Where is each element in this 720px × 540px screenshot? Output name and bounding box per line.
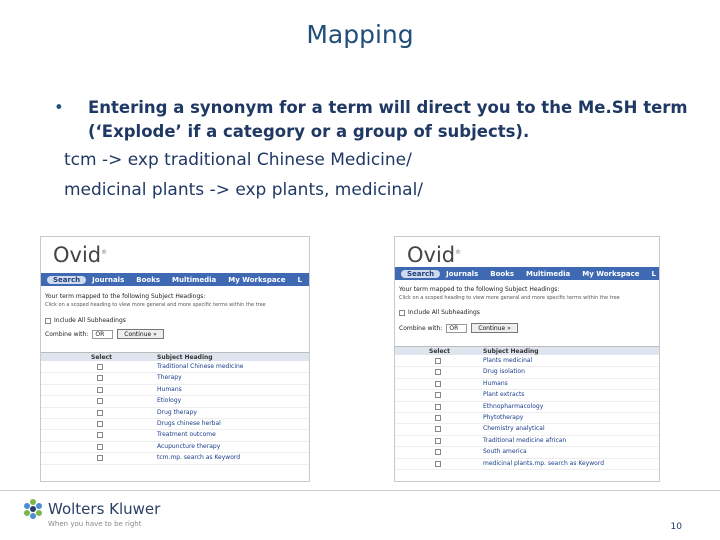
explode-hint: Click on a scoped heading to view more general and more specific terms within the tree xyxy=(45,302,266,308)
row-checkbox[interactable] xyxy=(435,381,441,387)
nav-multimedia[interactable]: Multimedia xyxy=(172,275,217,284)
nav-journals[interactable]: Journals xyxy=(446,269,479,278)
subject-heading-link[interactable]: Ethnopharmacology xyxy=(483,402,544,410)
continue-button[interactable]: Continue » xyxy=(471,323,518,333)
subject-heading-link[interactable]: Chemistry analytical xyxy=(483,425,545,433)
col-select: Select xyxy=(429,348,450,355)
subject-heading-link[interactable]: Drug isolation xyxy=(483,368,525,376)
bullet-paragraph xyxy=(54,96,702,144)
subject-heading-list xyxy=(41,362,309,465)
table-row xyxy=(395,413,659,424)
combine-label: Combine with: xyxy=(399,324,443,332)
nav-books[interactable]: Books xyxy=(490,269,515,278)
mapped-heading: Your term mapped to the following Subject Headings: xyxy=(45,293,206,300)
row-checkbox[interactable] xyxy=(97,364,103,370)
subject-heading-link[interactable]: Drug therapy xyxy=(157,408,197,416)
subject-heading-link[interactable]: Humans xyxy=(157,385,182,393)
row-checkbox[interactable] xyxy=(435,415,441,421)
subject-heading-link[interactable]: Traditional Chinese medicine xyxy=(157,363,244,370)
nav-books[interactable]: Books xyxy=(136,275,161,284)
results-table-header xyxy=(41,352,309,361)
row-checkbox[interactable] xyxy=(97,455,103,461)
nav-multimedia[interactable]: Multimedia xyxy=(526,269,571,278)
continue-button[interactable]: Continue » xyxy=(117,329,164,339)
subject-heading-link[interactable]: Plant extracts xyxy=(483,391,525,399)
ovid-screenshot-medicinal-plants xyxy=(394,236,660,482)
table-row xyxy=(395,436,659,447)
include-all-label: Include All Subheadings xyxy=(54,317,126,324)
table-row xyxy=(395,402,659,413)
brand-tagline: When you have to be right xyxy=(48,520,142,528)
subject-heading-link[interactable]: Plants medicinal xyxy=(483,357,533,364)
wolters-kluwer-mark-icon xyxy=(22,498,44,520)
include-all-checkbox[interactable] xyxy=(45,318,51,324)
footer-divider xyxy=(0,490,720,491)
row-checkbox[interactable] xyxy=(435,449,441,455)
table-row xyxy=(395,447,659,458)
subject-heading-link[interactable]: South america xyxy=(483,448,527,456)
bullet-text: Entering a synonym for a term will direct you to the Me.SH term (‘Explode’ if a category or a group of subjects). xyxy=(88,98,688,141)
col-subject-heading: Subject Heading xyxy=(483,348,539,355)
mapped-heading: Your term mapped to the following Subject Headings: xyxy=(399,286,560,293)
nav-more[interactable]: L xyxy=(297,275,302,284)
row-checkbox[interactable] xyxy=(97,387,103,393)
table-row xyxy=(395,356,659,367)
nav-my-workspace[interactable]: My Workspace xyxy=(582,269,640,278)
results-table-header xyxy=(395,346,659,355)
row-checkbox[interactable] xyxy=(97,375,103,381)
subject-heading-link[interactable]: Traditional medicine african xyxy=(483,436,567,444)
ovid-logo: Ovid® xyxy=(53,243,108,267)
include-all-subheadings[interactable] xyxy=(399,309,480,316)
mapping-example-tcm: tcm -> exp traditional Chinese Medicine/ xyxy=(64,150,412,170)
explode-hint: Click on a scoped heading to view more general and more specific terms within the tree xyxy=(399,295,620,301)
table-row xyxy=(41,385,309,396)
subject-heading-link[interactable]: Treatment outcome xyxy=(157,431,216,439)
col-subject-heading: Subject Heading xyxy=(157,354,213,361)
subject-heading-list xyxy=(395,356,659,470)
include-all-checkbox[interactable] xyxy=(399,310,405,316)
col-select: Select xyxy=(91,354,112,361)
ovid-navbar xyxy=(41,273,309,286)
row-checkbox[interactable] xyxy=(435,404,441,410)
nav-search[interactable]: Search xyxy=(401,270,440,278)
bullet-mark: • xyxy=(54,98,64,117)
combine-label: Combine with: xyxy=(45,330,89,338)
table-row xyxy=(41,362,309,373)
table-row xyxy=(395,379,659,390)
row-checkbox[interactable] xyxy=(97,421,103,427)
row-checkbox[interactable] xyxy=(97,398,103,404)
ovid-screenshot-tcm xyxy=(40,236,310,482)
row-checkbox[interactable] xyxy=(435,369,441,375)
row-checkbox[interactable] xyxy=(435,358,441,364)
table-row xyxy=(41,430,309,441)
include-all-label: Include All Subheadings xyxy=(408,309,480,316)
row-checkbox[interactable] xyxy=(435,461,441,467)
brand-name: Wolters Kluwer xyxy=(48,500,161,518)
row-checkbox[interactable] xyxy=(97,410,103,416)
subject-heading-link[interactable]: Humans xyxy=(483,379,508,387)
combine-select[interactable]: OR xyxy=(446,324,467,333)
wolters-kluwer-logo xyxy=(22,498,160,520)
table-row xyxy=(41,419,309,430)
table-row xyxy=(395,424,659,435)
combine-select[interactable]: OR xyxy=(92,330,113,339)
slide-title: Mapping xyxy=(306,20,414,49)
table-row xyxy=(395,390,659,401)
nav-journals[interactable]: Journals xyxy=(92,275,125,284)
subject-heading-link[interactable]: Therapy xyxy=(157,374,182,382)
table-row xyxy=(395,459,659,470)
nav-search[interactable]: Search xyxy=(47,276,86,284)
table-row xyxy=(41,396,309,407)
table-row xyxy=(41,408,309,419)
keyword-search-link[interactable]: medicinal plants.mp. search as Keyword xyxy=(483,459,605,467)
subject-heading-link[interactable]: Etiology xyxy=(157,397,182,405)
page-number: 10 xyxy=(670,522,682,532)
row-checkbox[interactable] xyxy=(435,392,441,398)
combine-row xyxy=(45,329,164,339)
subject-heading-link[interactable]: Drugs chinese herbal xyxy=(157,419,221,427)
ovid-navbar xyxy=(395,267,659,280)
mapping-example-medicinal-plants: medicinal plants -> exp plants, medicinal/ xyxy=(64,180,424,200)
row-checkbox[interactable] xyxy=(97,432,103,438)
nav-more[interactable]: L xyxy=(651,269,656,278)
combine-row xyxy=(399,323,518,333)
table-row xyxy=(41,442,309,453)
subject-heading-link[interactable]: Phytotherapy xyxy=(483,413,524,421)
keyword-search-link[interactable]: tcm.mp. search as Keyword xyxy=(157,454,241,462)
row-checkbox[interactable] xyxy=(435,438,441,444)
include-all-subheadings[interactable] xyxy=(45,317,126,324)
table-row xyxy=(395,367,659,378)
row-checkbox[interactable] xyxy=(435,426,441,432)
nav-my-workspace[interactable]: My Workspace xyxy=(228,275,286,284)
ovid-logo: Ovid® xyxy=(407,243,462,267)
row-checkbox[interactable] xyxy=(97,444,103,450)
table-row xyxy=(41,373,309,384)
subject-heading-link[interactable]: Acupuncture therapy xyxy=(157,442,221,450)
table-row xyxy=(41,453,309,464)
